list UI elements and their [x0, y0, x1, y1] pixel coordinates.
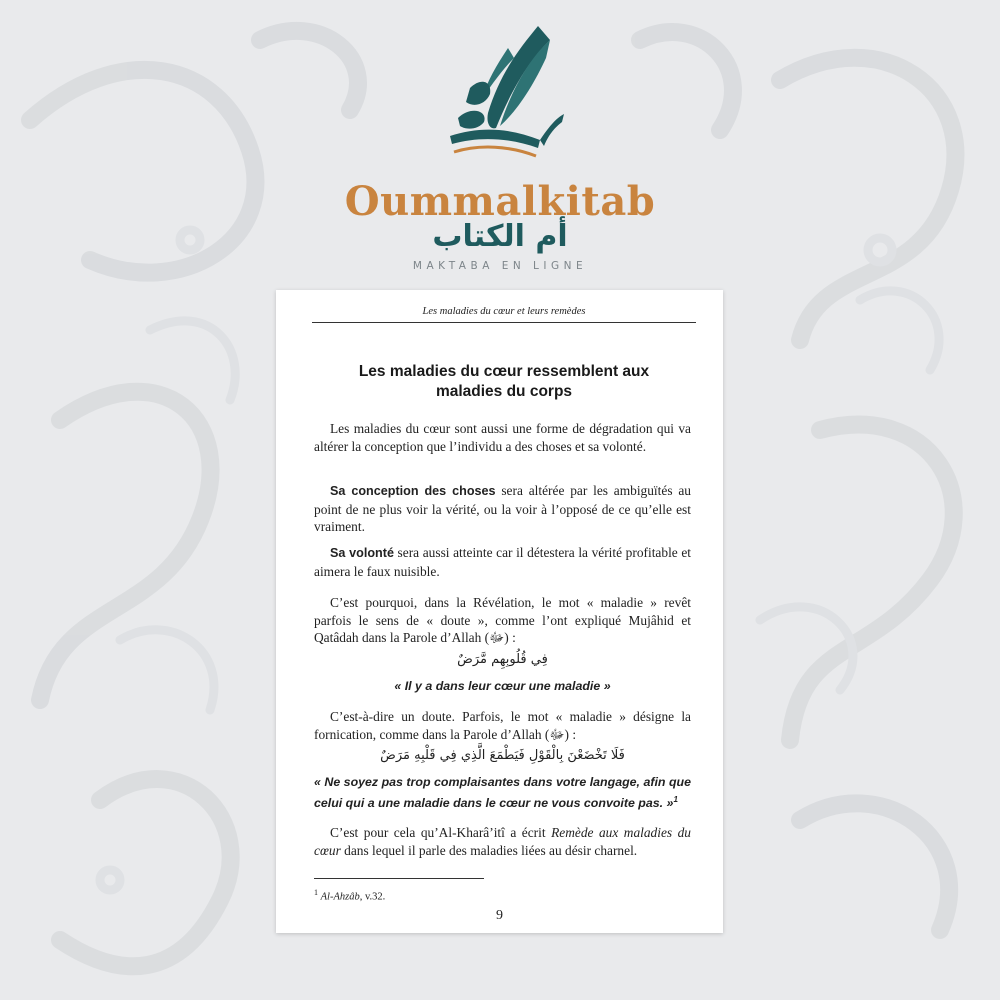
paragraph-2-rest: sera altérée par les ambiguïtés au point de ne plus voir la vérité, ou la voir à l’opposé de ce qu’elle est vraiment.: [314, 483, 691, 535]
paragraph-2: [314, 482, 691, 536]
paragraph-2-bold: Sa conception des choses: [330, 484, 496, 498]
paragraph-5: C’est-à-dire un doute. Parfois, le mot « maladie » désigne la fornication, comme dans la Parole d’Allah (ﷻ) :: [314, 709, 691, 742]
footnote-ref: , v.32.: [359, 891, 386, 903]
paragraph-3: [314, 544, 691, 580]
quote-2: [314, 774, 691, 812]
running-head: Les maladies du cœur et leurs remèdes: [422, 306, 586, 317]
page-number: 9: [496, 908, 503, 923]
brand-name-arabic: أم الكتاب: [432, 219, 568, 254]
arabic-verse-2: فَلَا تَخْضَعْنَ بِالْقَوْلِ فَيَطْمَعَ الَّذِي فِي قَلْبِهِ مَرَضٌ: [380, 748, 625, 763]
paragraph-6-end: dans lequel il parle des maladies liées au désir charnel.: [340, 842, 638, 858]
footnote-number: 1: [314, 888, 318, 897]
brand-tagline: MAKTABA EN LIGNE: [412, 260, 588, 272]
paragraph-4: C’est pourquoi, dans la Révélation, le mot « maladie » revêt parfois le sens de « doute », comme l’ont expliqué Mujâhid et Qatâdah dans la Parole d’Allah (ﷻ) :: [314, 595, 691, 646]
quote-2-footnote-mark: 1: [673, 795, 678, 804]
quill-book-logo-icon: [430, 18, 580, 178]
header-rule: [312, 322, 696, 323]
chapter-title-line-2: maladies du corps: [435, 383, 573, 400]
arabic-verse-1: فِي قُلُوبِهِم مَّرَضٌ: [457, 652, 548, 667]
paragraph-3-bold: Sa volonté: [330, 546, 394, 560]
paragraph-1: Les maladies du cœur sont aussi une forme de dégradation qui va altérer la conception que l’individu a des choses et sa volonté.: [314, 421, 691, 454]
book-page: [276, 290, 723, 933]
quote-2-text: « Ne soyez pas trop complaisantes dans votre langage, afin que celui qui a une maladie dans le cœur ne vous convoite pas. »: [314, 775, 691, 811]
paragraph-6: [314, 824, 691, 859]
footnote: [314, 888, 385, 903]
chapter-title: [312, 362, 696, 402]
footnote-rule: [314, 878, 484, 879]
quote-1: « Il y a dans leur cœur une maladie »: [394, 679, 611, 693]
footnote-source: Al-Ahzâb: [320, 891, 360, 903]
paragraph-3-rest: sera aussi atteinte car il détestera la vérité profitable et aimera le faux nuisible.: [314, 545, 692, 579]
paragraph-6-start: C’est pour cela qu’Al-Kharâ’itî a écrit: [330, 825, 552, 840]
chapter-title-line-1: Les maladies du cœur ressemblent aux: [358, 363, 650, 380]
book-title: Remède aux maladies du cœur: [314, 825, 691, 858]
brand-name-latin: Oummalkitab: [344, 178, 656, 225]
